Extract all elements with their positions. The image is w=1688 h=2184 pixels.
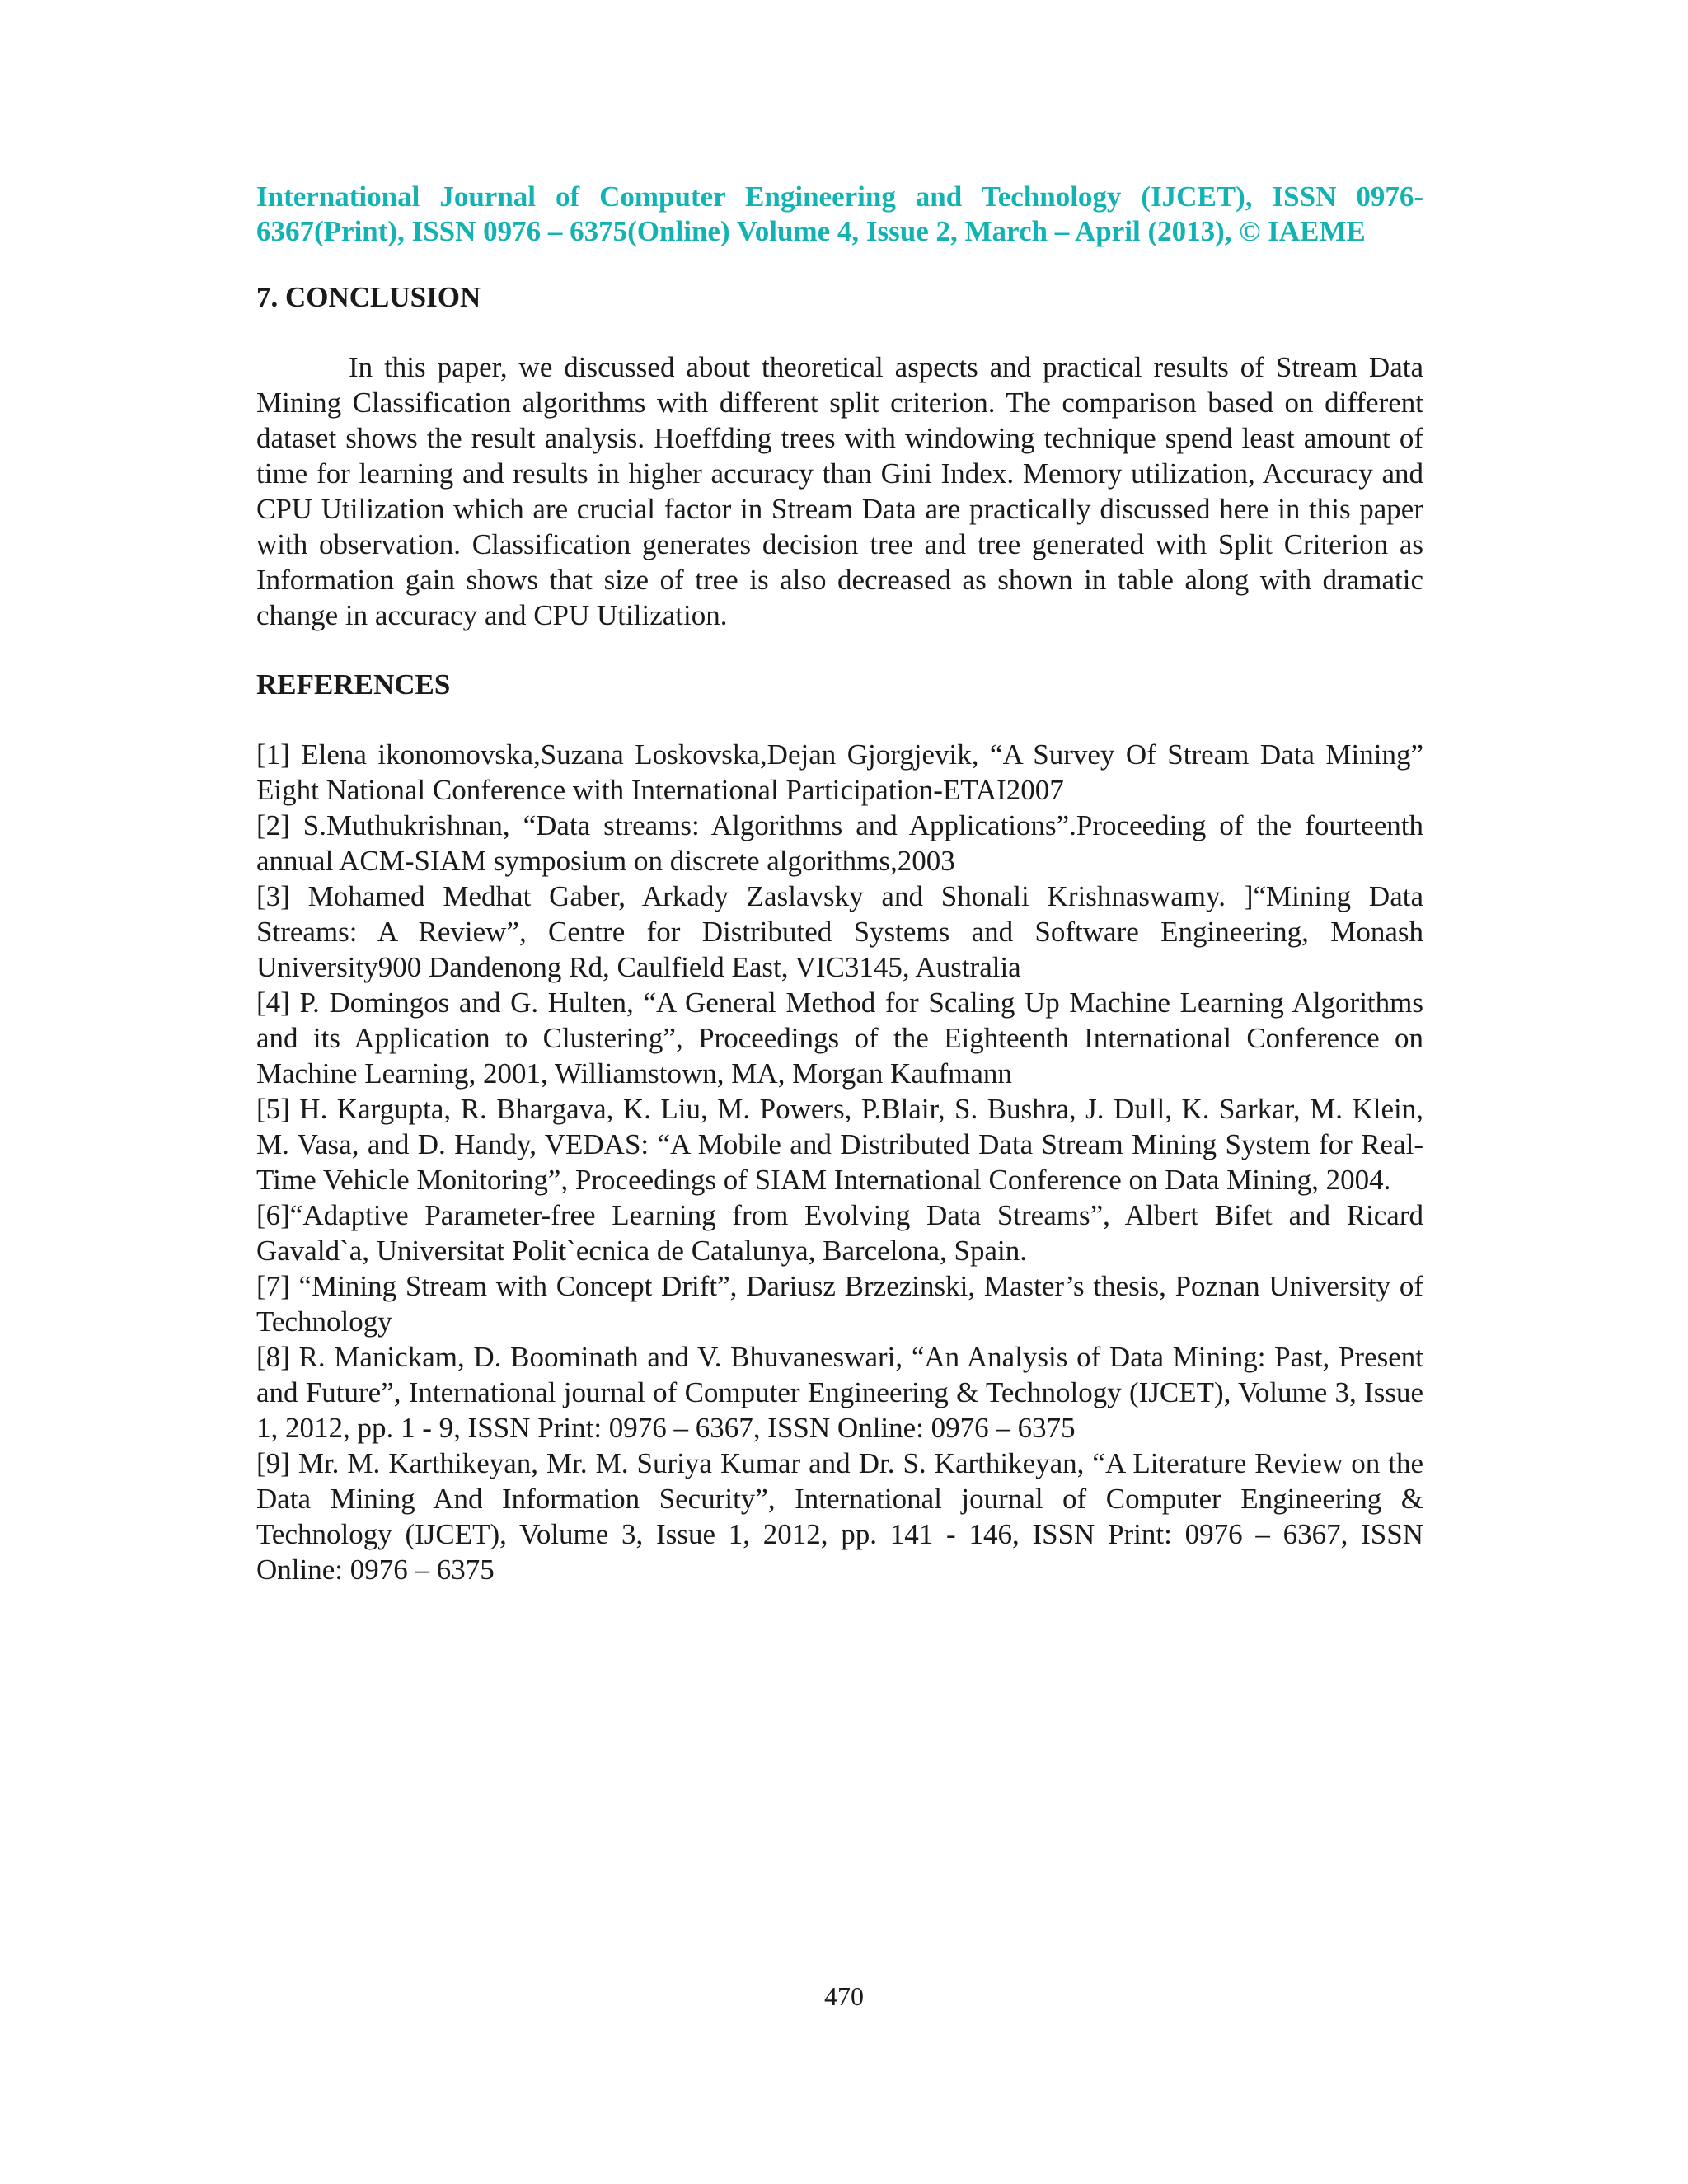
reference-7: [7] “Mining Stream with Concept Drift”, Dariusz Brzezinski, Master’s thesis, Poznan University of Technology bbox=[256, 1270, 1423, 1338]
reference-list bbox=[256, 737, 1423, 1587]
reference-6: [6]“Adaptive Parameter-free Learning from Evolving Data Streams”, Albert Bifet and Ricard Gavald`a, Universitat Polit`ecnica de Catalunya, Barcelona, Spain. bbox=[256, 1199, 1423, 1267]
reference-1: [1] Elena ikonomovska,Suzana Loskovska,Dejan Gjorgjevik, “A Survey Of Stream Data Mining” Eight National Conference with International Participation-ETAI2007 bbox=[256, 738, 1423, 806]
reference-4: [4] P. Domingos and G. Hulten, “A General Method for Scaling Up Machine Learning Algorithms and its Application to Clustering”, Proceedings of the Eighteenth International Conference on Machine Learning, 2001, Williamstown, MA, Morgan Kaufmann bbox=[256, 987, 1423, 1090]
journal-header: International Journal of Computer Engineering and Technology (IJCET), ISSN 0976-6367(Print), ISSN 0976 – 6375(Online) Volume 4, Issue 2, March – April (2013), © IAEME bbox=[256, 180, 1423, 247]
reference-3: [3] Mohamed Medhat Gaber, Arkady Zaslavsky and Shonali Krishnaswamy. ]“Mining Data Streams: A Review”, Centre for Distributed Systems and Software Engineering, Monash University900 Dandenong Rd, Caulfield East, VIC3145, Australia bbox=[256, 880, 1423, 983]
reference-9: [9] Mr. M. Karthikeyan, Mr. M. Suriya Kumar and Dr. S. Karthikeyan, “A Literature Review on the Data Mining And Information Security”, International journal of Computer Engineering & Technology (IJCET), Volume 3, Issue 1, 2012, pp. 141 - 146, ISSN Print: 0976 – 6367, ISSN Online: 0976 – 6375 bbox=[256, 1447, 1423, 1586]
reference-8: [8] R. Manickam, D. Boominath and V. Bhuvaneswari, “An Analysis of Data Mining: Past, Present and Future”, International journal of Computer Engineering & Technology (IJCET), Volume 3, Issue 1, 2012, pp. 1 - 9, ISSN Print: 0976 – 6367, ISSN Online: 0976 – 6375 bbox=[256, 1341, 1423, 1444]
references-heading: REFERENCES bbox=[256, 668, 451, 701]
reference-5: [5] H. Kargupta, R. Bhargava, K. Liu, M. Powers, P.Blair, S. Bushra, J. Dull, K. Sarkar, M. Klein, M. Vasa, and D. Handy, VEDAS: “A Mobile and Distributed Data Stream Mining System for Real-Time Vehicle Monitoring”, Proceedings of SIAM International Conference on Data Mining, 2004. bbox=[256, 1093, 1423, 1196]
page-content bbox=[256, 180, 1423, 1587]
reference-2: [2] S.Muthukrishnan, “Data streams: Algorithms and Applications”.Proceeding of the fourteenth annual ACM-SIAM symposium on discrete algorithms,2003 bbox=[256, 809, 1423, 877]
page-number: 470 bbox=[824, 1981, 864, 2011]
conclusion-heading: 7. CONCLUSION bbox=[256, 281, 481, 313]
conclusion-paragraph: In this paper, we discussed about theoretical aspects and practical results of Stream Data Mining Classification algorithms with different split criterion. The comparison based on different dataset shows the result analysis. Hoeffding trees with windowing technique spend least amount of time for learning and results in higher accuracy than Gini Index. Memory utilization, Accuracy and CPU Utilization which are crucial factor in Stream Data are practically discussed here in this paper with observation. Classification generates decision tree and tree generated with Split Criterion as Information gain shows that size of tree is also decreased as shown in table along with dramatic change in accuracy and CPU Utilization. bbox=[256, 351, 1423, 631]
